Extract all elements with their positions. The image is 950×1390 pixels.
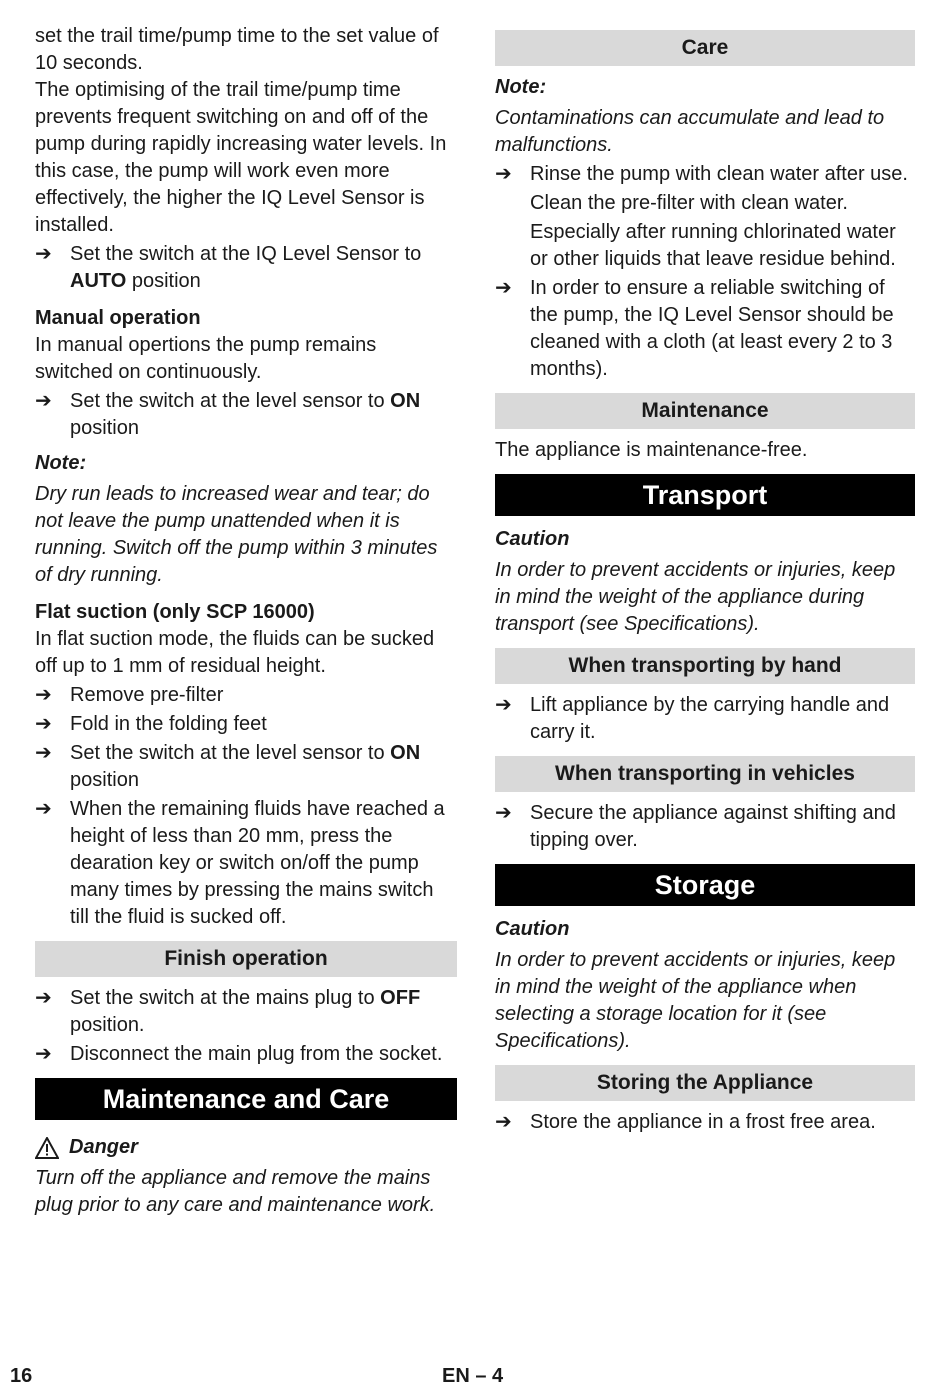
bullet-mains-off: ➔ Set the switch at the mains plug to OFF position.	[35, 987, 421, 1036]
bullet-remove-prefilter: ➔ Remove pre-filter	[35, 682, 457, 709]
bullet-rinse-pump: ➔ Rinse the pump with clean water after use.	[495, 161, 915, 188]
arrow-icon: ➔	[35, 742, 52, 764]
finish-operation-heading: Finish operation	[35, 941, 457, 977]
care-note-text: Contaminations can accumulate and lead to malfunctions.	[495, 107, 885, 156]
bullet-remaining-fluids: ➔ When the remaining fluids have reached a height of less than 20 mm, press the dearation key or switch on/off the pump many times by pressing the mains switch till the fluid is sucked off.	[35, 798, 445, 928]
arrow-icon: ➔	[495, 163, 512, 185]
language-page-label: EN – 4	[442, 1365, 504, 1387]
maintenance-and-care-heading: Maintenance and Care	[35, 1078, 457, 1120]
warning-triangle-icon	[35, 1137, 59, 1159]
note-text: Dry run leads to increased wear and tear; do not leave the pump unattended when it is running. Switch off the pump within 3 minutes of dry running.	[35, 483, 438, 586]
left-column	[35, 23, 457, 1219]
note-label: Note:	[35, 452, 87, 474]
intro-paragraph-2: The optimising of the trail time/pump time prevents frequent switching on and off of the pump during rapidly increasing water levels. In this case, the pump will work even more effectively, the higher the IQ Level Sensor is installed.	[35, 79, 447, 236]
transport-caution-text: In order to prevent accidents or injuries, keep in mind the weight of the appliance during transport (see Specifications).	[495, 559, 896, 635]
arrow-icon: ➔	[495, 277, 512, 299]
chlorinated-water-text: Especially after running chlorinated water or other liquids that leave residue behind.	[530, 221, 896, 270]
storing-heading: Storing the Appliance	[495, 1065, 915, 1101]
bullet-fold-feet: ➔ Fold in the folding feet	[35, 711, 457, 738]
storage-caution-text: In order to prevent accidents or injuries, keep in mind the weight of the appliance when selecting a storage location for it (see Specifications).	[495, 949, 896, 1052]
arrow-icon: ➔	[35, 713, 52, 735]
manual-operation-text: In manual opertions the pump remains switched on continuously.	[35, 334, 377, 383]
arrow-icon: ➔	[35, 390, 52, 412]
bullet-lift-appliance: ➔ Lift appliance by the carrying handle and carry it.	[495, 694, 890, 743]
arrow-icon: ➔	[495, 694, 512, 716]
danger-text: Turn off the appliance and remove the mains plug prior to any care and maintenance work.	[35, 1167, 436, 1216]
bullet-clean-sensor: ➔ In order to ensure a reliable switching of the pump, the IQ Level Sensor should be cleaned with a cloth (at least every 2 to 3 months).	[495, 277, 894, 380]
storage-caution-label: Caution	[495, 918, 570, 940]
clean-prefilter-text: Clean the pre-filter with clean water.	[530, 192, 848, 214]
bullet-disconnect: ➔ Disconnect the main plug from the socket.	[35, 1041, 457, 1068]
danger-label: Danger	[35, 1134, 457, 1161]
bullet-on-1: ➔ Set the switch at the level sensor to ON position	[35, 390, 421, 439]
right-column	[495, 23, 915, 1136]
bullet-secure-appliance: ➔ Secure the appliance against shifting and tipping over.	[495, 802, 896, 851]
manual-operation-heading: Manual operation	[35, 307, 201, 329]
arrow-icon: ➔	[35, 798, 52, 820]
transport-heading: Transport	[495, 474, 915, 516]
arrow-icon: ➔	[35, 684, 52, 706]
care-heading: Care	[495, 30, 915, 66]
intro-paragraph-1: set the trail time/pump time to the set value of 10 seconds.	[35, 25, 439, 74]
arrow-icon: ➔	[495, 1111, 512, 1133]
bullet-auto: ➔ Set the switch at the IQ Level Sensor to AUTO position	[35, 243, 422, 292]
storage-heading: Storage	[495, 864, 915, 906]
care-note-label: Note:	[495, 76, 547, 98]
flat-suction-heading: Flat suction (only SCP 16000)	[35, 601, 315, 623]
arrow-icon: ➔	[35, 243, 52, 265]
transport-caution-label: Caution	[495, 528, 570, 550]
maintenance-heading: Maintenance	[495, 393, 915, 429]
flat-suction-text: In flat suction mode, the fluids can be sucked off up to 1 mm of residual height.	[35, 628, 435, 677]
by-hand-heading: When transporting by hand	[495, 648, 915, 684]
bullet-on-2: ➔ Set the switch at the level sensor to ON position	[35, 742, 421, 791]
arrow-icon: ➔	[495, 802, 512, 824]
maintenance-text: The appliance is maintenance-free.	[495, 439, 808, 461]
bullet-frost-free: ➔ Store the appliance in a frost free area.	[495, 1109, 915, 1136]
arrow-icon: ➔	[35, 1043, 52, 1065]
vehicles-heading: When transporting in vehicles	[495, 756, 915, 792]
page-number: 16	[10, 1365, 33, 1387]
arrow-icon: ➔	[35, 987, 52, 1009]
